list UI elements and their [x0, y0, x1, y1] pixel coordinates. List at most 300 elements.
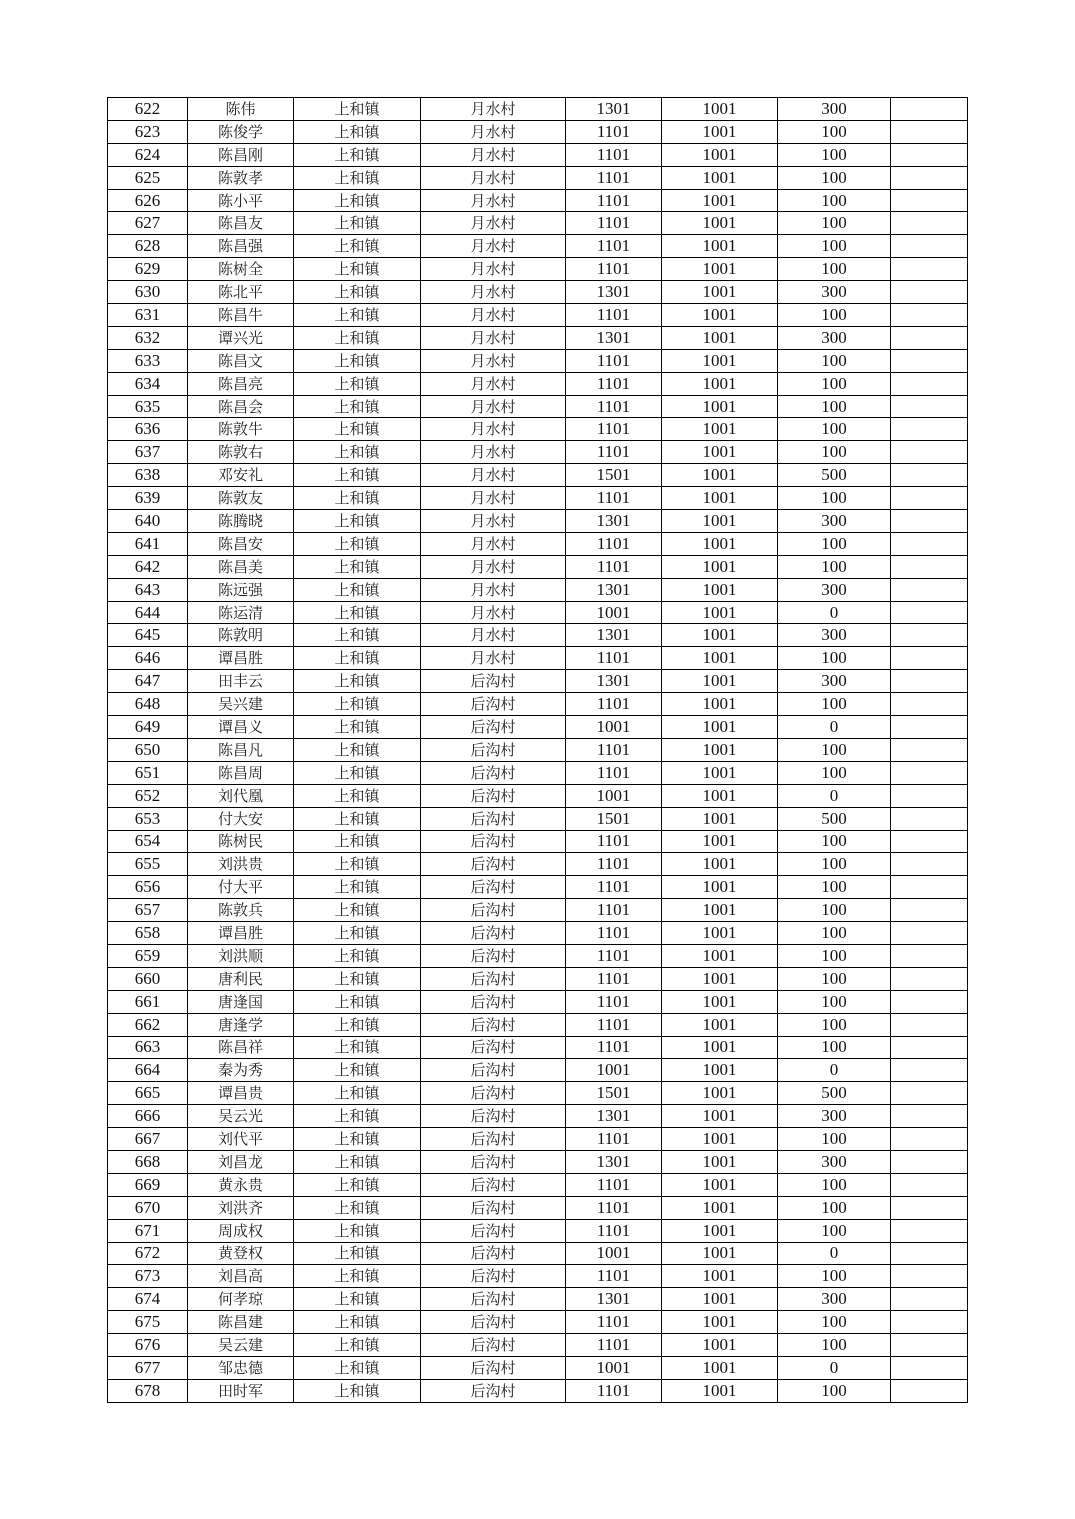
name-cell: 陈俊学 — [188, 120, 294, 143]
value-b-cell: 1001 — [662, 258, 778, 281]
row-number-cell: 647 — [108, 670, 188, 693]
remark-cell — [891, 189, 968, 212]
name-cell: 陈敦友 — [188, 487, 294, 510]
village-cell: 后沟村 — [421, 1036, 566, 1059]
row-number-cell: 662 — [108, 1013, 188, 1036]
table-row — [108, 784, 968, 807]
value-b-cell: 1001 — [662, 235, 778, 258]
difference-cell: 500 — [778, 1082, 891, 1105]
difference-cell: 100 — [778, 944, 891, 967]
remark-cell — [891, 1105, 968, 1128]
table-row — [108, 693, 968, 716]
table-row — [108, 555, 968, 578]
table-row — [108, 1334, 968, 1357]
row-number-cell: 627 — [108, 212, 188, 235]
difference-cell: 100 — [778, 189, 891, 212]
value-a-cell: 1001 — [566, 784, 662, 807]
name-cell: 陈昌美 — [188, 555, 294, 578]
name-cell: 何孝琼 — [188, 1288, 294, 1311]
value-a-cell: 1101 — [566, 1196, 662, 1219]
difference-cell: 100 — [778, 761, 891, 784]
name-cell: 陈敦右 — [188, 441, 294, 464]
value-a-cell: 1101 — [566, 555, 662, 578]
value-b-cell: 1001 — [662, 1334, 778, 1357]
remark-cell — [891, 326, 968, 349]
value-a-cell: 1301 — [566, 326, 662, 349]
name-cell: 陈伟 — [188, 98, 294, 121]
village-cell: 后沟村 — [421, 761, 566, 784]
remark-cell — [891, 258, 968, 281]
remark-cell — [891, 120, 968, 143]
row-number-cell: 668 — [108, 1150, 188, 1173]
value-b-cell: 1001 — [662, 967, 778, 990]
value-b-cell: 1001 — [662, 990, 778, 1013]
value-b-cell: 1001 — [662, 1311, 778, 1334]
name-cell: 陈运清 — [188, 601, 294, 624]
table-row — [108, 395, 968, 418]
remark-cell — [891, 555, 968, 578]
difference-cell: 300 — [778, 510, 891, 533]
table-row — [108, 418, 968, 441]
table-row — [108, 647, 968, 670]
table-row — [108, 281, 968, 304]
village-cell: 后沟村 — [421, 807, 566, 830]
town-cell: 上和镇 — [294, 1173, 421, 1196]
town-cell: 上和镇 — [294, 532, 421, 555]
name-cell: 刘洪顺 — [188, 944, 294, 967]
table-row — [108, 761, 968, 784]
village-cell: 月水村 — [421, 578, 566, 601]
value-a-cell: 1101 — [566, 372, 662, 395]
table-row — [108, 1196, 968, 1219]
value-a-cell: 1501 — [566, 807, 662, 830]
difference-cell: 100 — [778, 349, 891, 372]
name-cell: 刘昌龙 — [188, 1150, 294, 1173]
value-a-cell: 1101 — [566, 189, 662, 212]
row-number-cell: 670 — [108, 1196, 188, 1219]
name-cell: 谭昌胜 — [188, 922, 294, 945]
remark-cell — [891, 693, 968, 716]
row-number-cell: 650 — [108, 738, 188, 761]
village-cell: 后沟村 — [421, 944, 566, 967]
row-number-cell: 648 — [108, 693, 188, 716]
name-cell: 陈敦兵 — [188, 899, 294, 922]
value-a-cell: 1301 — [566, 281, 662, 304]
name-cell: 陈昌文 — [188, 349, 294, 372]
village-cell: 月水村 — [421, 624, 566, 647]
name-cell: 陈昌刚 — [188, 143, 294, 166]
row-number-cell: 651 — [108, 761, 188, 784]
remark-cell — [891, 967, 968, 990]
difference-cell: 100 — [778, 372, 891, 395]
difference-cell: 0 — [778, 784, 891, 807]
difference-cell: 0 — [778, 1059, 891, 1082]
row-number-cell: 634 — [108, 372, 188, 395]
value-b-cell: 1001 — [662, 1013, 778, 1036]
value-a-cell: 1101 — [566, 876, 662, 899]
remark-cell — [891, 601, 968, 624]
row-number-cell: 671 — [108, 1219, 188, 1242]
town-cell: 上和镇 — [294, 281, 421, 304]
village-cell: 后沟村 — [421, 738, 566, 761]
row-number-cell: 660 — [108, 967, 188, 990]
value-a-cell: 1101 — [566, 647, 662, 670]
table-row — [108, 1059, 968, 1082]
town-cell: 上和镇 — [294, 1128, 421, 1151]
difference-cell: 500 — [778, 807, 891, 830]
value-b-cell: 1001 — [662, 761, 778, 784]
value-b-cell: 1001 — [662, 1379, 778, 1402]
town-cell: 上和镇 — [294, 693, 421, 716]
value-a-cell: 1101 — [566, 1173, 662, 1196]
difference-cell: 100 — [778, 899, 891, 922]
value-b-cell: 1001 — [662, 1288, 778, 1311]
table-row — [108, 143, 968, 166]
town-cell: 上和镇 — [294, 189, 421, 212]
table-row — [108, 944, 968, 967]
row-number-cell: 673 — [108, 1265, 188, 1288]
remark-cell — [891, 830, 968, 853]
value-a-cell: 1101 — [566, 693, 662, 716]
row-number-cell: 659 — [108, 944, 188, 967]
town-cell: 上和镇 — [294, 326, 421, 349]
town-cell: 上和镇 — [294, 510, 421, 533]
table-body — [108, 98, 968, 1403]
row-number-cell: 642 — [108, 555, 188, 578]
row-number-cell: 657 — [108, 899, 188, 922]
table-row — [108, 1356, 968, 1379]
town-cell: 上和镇 — [294, 784, 421, 807]
remark-cell — [891, 624, 968, 647]
table-row — [108, 189, 968, 212]
village-cell: 后沟村 — [421, 693, 566, 716]
name-cell: 唐利民 — [188, 967, 294, 990]
name-cell: 田丰云 — [188, 670, 294, 693]
value-a-cell: 1101 — [566, 418, 662, 441]
value-b-cell: 1001 — [662, 349, 778, 372]
value-b-cell: 1001 — [662, 922, 778, 945]
value-a-cell: 1101 — [566, 532, 662, 555]
value-a-cell: 1101 — [566, 830, 662, 853]
village-cell: 月水村 — [421, 212, 566, 235]
difference-cell: 100 — [778, 1128, 891, 1151]
value-b-cell: 1001 — [662, 487, 778, 510]
town-cell: 上和镇 — [294, 1219, 421, 1242]
name-cell: 吴兴建 — [188, 693, 294, 716]
row-number-cell: 643 — [108, 578, 188, 601]
remark-cell — [891, 1356, 968, 1379]
table-row — [108, 876, 968, 899]
table-row — [108, 510, 968, 533]
village-cell: 月水村 — [421, 326, 566, 349]
town-cell: 上和镇 — [294, 212, 421, 235]
village-cell: 后沟村 — [421, 1334, 566, 1357]
town-cell: 上和镇 — [294, 670, 421, 693]
value-a-cell: 1101 — [566, 258, 662, 281]
remark-cell — [891, 807, 968, 830]
village-cell: 后沟村 — [421, 1311, 566, 1334]
value-b-cell: 1001 — [662, 1219, 778, 1242]
difference-cell: 100 — [778, 235, 891, 258]
village-cell: 后沟村 — [421, 899, 566, 922]
table-row — [108, 624, 968, 647]
remark-cell — [891, 1173, 968, 1196]
name-cell: 付大平 — [188, 876, 294, 899]
table-row — [108, 1128, 968, 1151]
row-number-cell: 637 — [108, 441, 188, 464]
value-a-cell: 1301 — [566, 670, 662, 693]
name-cell: 陈树全 — [188, 258, 294, 281]
difference-cell: 100 — [778, 120, 891, 143]
difference-cell: 100 — [778, 876, 891, 899]
difference-cell: 100 — [778, 990, 891, 1013]
value-b-cell: 1001 — [662, 876, 778, 899]
village-cell: 后沟村 — [421, 1173, 566, 1196]
name-cell: 陈昌凡 — [188, 738, 294, 761]
row-number-cell: 672 — [108, 1242, 188, 1265]
value-a-cell: 1301 — [566, 1150, 662, 1173]
row-number-cell: 674 — [108, 1288, 188, 1311]
village-cell: 后沟村 — [421, 1150, 566, 1173]
row-number-cell: 631 — [108, 304, 188, 327]
name-cell: 唐逢学 — [188, 1013, 294, 1036]
table-row — [108, 212, 968, 235]
town-cell: 上和镇 — [294, 1196, 421, 1219]
value-a-cell: 1501 — [566, 464, 662, 487]
value-a-cell: 1101 — [566, 349, 662, 372]
row-number-cell: 665 — [108, 1082, 188, 1105]
village-cell: 后沟村 — [421, 1128, 566, 1151]
village-cell: 月水村 — [421, 464, 566, 487]
name-cell: 陈北平 — [188, 281, 294, 304]
village-cell: 后沟村 — [421, 1242, 566, 1265]
name-cell: 田时军 — [188, 1379, 294, 1402]
value-b-cell: 1001 — [662, 532, 778, 555]
remark-cell — [891, 281, 968, 304]
row-number-cell: 656 — [108, 876, 188, 899]
village-cell: 月水村 — [421, 372, 566, 395]
town-cell: 上和镇 — [294, 98, 421, 121]
difference-cell: 100 — [778, 258, 891, 281]
village-cell: 月水村 — [421, 258, 566, 281]
row-number-cell: 678 — [108, 1379, 188, 1402]
value-b-cell: 1001 — [662, 578, 778, 601]
table-row — [108, 349, 968, 372]
row-number-cell: 644 — [108, 601, 188, 624]
remark-cell — [891, 143, 968, 166]
difference-cell: 300 — [778, 624, 891, 647]
value-b-cell: 1001 — [662, 738, 778, 761]
row-number-cell: 628 — [108, 235, 188, 258]
remark-cell — [891, 1265, 968, 1288]
table-row — [108, 1105, 968, 1128]
row-number-cell: 663 — [108, 1036, 188, 1059]
town-cell: 上和镇 — [294, 235, 421, 258]
table-row — [108, 372, 968, 395]
remark-cell — [891, 212, 968, 235]
village-cell: 后沟村 — [421, 1288, 566, 1311]
row-number-cell: 654 — [108, 830, 188, 853]
table-row — [108, 120, 968, 143]
row-number-cell: 645 — [108, 624, 188, 647]
village-cell: 月水村 — [421, 189, 566, 212]
village-cell: 月水村 — [421, 510, 566, 533]
town-cell: 上和镇 — [294, 304, 421, 327]
value-b-cell: 1001 — [662, 418, 778, 441]
row-number-cell: 666 — [108, 1105, 188, 1128]
town-cell: 上和镇 — [294, 120, 421, 143]
village-cell: 月水村 — [421, 647, 566, 670]
town-cell: 上和镇 — [294, 1013, 421, 1036]
difference-cell: 500 — [778, 464, 891, 487]
value-b-cell: 1001 — [662, 555, 778, 578]
town-cell: 上和镇 — [294, 990, 421, 1013]
difference-cell: 100 — [778, 1036, 891, 1059]
table-row — [108, 98, 968, 121]
name-cell: 陈昌祥 — [188, 1036, 294, 1059]
value-a-cell: 1101 — [566, 304, 662, 327]
difference-cell: 300 — [778, 670, 891, 693]
town-cell: 上和镇 — [294, 624, 421, 647]
remark-cell — [891, 716, 968, 739]
remark-cell — [891, 922, 968, 945]
value-a-cell: 1301 — [566, 578, 662, 601]
village-cell: 后沟村 — [421, 784, 566, 807]
value-b-cell: 1001 — [662, 395, 778, 418]
remark-cell — [891, 853, 968, 876]
town-cell: 上和镇 — [294, 258, 421, 281]
name-cell: 吴云建 — [188, 1334, 294, 1357]
difference-cell: 100 — [778, 922, 891, 945]
village-cell: 后沟村 — [421, 1105, 566, 1128]
village-cell: 月水村 — [421, 304, 566, 327]
name-cell: 刘洪齐 — [188, 1196, 294, 1219]
value-b-cell: 1001 — [662, 1242, 778, 1265]
town-cell: 上和镇 — [294, 761, 421, 784]
difference-cell: 0 — [778, 1356, 891, 1379]
difference-cell: 300 — [778, 1288, 891, 1311]
name-cell: 陈敦孝 — [188, 166, 294, 189]
town-cell: 上和镇 — [294, 555, 421, 578]
remark-cell — [891, 647, 968, 670]
remark-cell — [891, 1288, 968, 1311]
village-cell: 后沟村 — [421, 967, 566, 990]
row-number-cell: 664 — [108, 1059, 188, 1082]
name-cell: 黄永贵 — [188, 1173, 294, 1196]
table-row — [108, 258, 968, 281]
remark-cell — [891, 784, 968, 807]
village-cell: 后沟村 — [421, 1356, 566, 1379]
remark-cell — [891, 944, 968, 967]
row-number-cell: 632 — [108, 326, 188, 349]
remark-cell — [891, 670, 968, 693]
value-a-cell: 1101 — [566, 922, 662, 945]
table-row — [108, 1265, 968, 1288]
village-cell: 月水村 — [421, 166, 566, 189]
remark-cell — [891, 1150, 968, 1173]
value-b-cell: 1001 — [662, 807, 778, 830]
value-a-cell: 1101 — [566, 944, 662, 967]
remark-cell — [891, 1196, 968, 1219]
difference-cell: 100 — [778, 1334, 891, 1357]
name-cell: 周成权 — [188, 1219, 294, 1242]
value-b-cell: 1001 — [662, 143, 778, 166]
table-row — [108, 967, 968, 990]
difference-cell: 100 — [778, 738, 891, 761]
remark-cell — [891, 395, 968, 418]
remark-cell — [891, 487, 968, 510]
town-cell: 上和镇 — [294, 349, 421, 372]
name-cell: 付大安 — [188, 807, 294, 830]
remark-cell — [891, 899, 968, 922]
remark-cell — [891, 304, 968, 327]
row-number-cell: 625 — [108, 166, 188, 189]
difference-cell: 100 — [778, 1219, 891, 1242]
row-number-cell: 667 — [108, 1128, 188, 1151]
remark-cell — [891, 1379, 968, 1402]
difference-cell: 100 — [778, 1379, 891, 1402]
value-a-cell: 1501 — [566, 1082, 662, 1105]
value-a-cell: 1001 — [566, 1356, 662, 1379]
row-number-cell: 652 — [108, 784, 188, 807]
name-cell: 陈腾晓 — [188, 510, 294, 533]
table-row — [108, 304, 968, 327]
village-cell: 月水村 — [421, 441, 566, 464]
town-cell: 上和镇 — [294, 464, 421, 487]
table-row — [108, 601, 968, 624]
value-a-cell: 1101 — [566, 1219, 662, 1242]
remark-cell — [891, 532, 968, 555]
remark-cell — [891, 510, 968, 533]
value-a-cell: 1101 — [566, 1379, 662, 1402]
value-a-cell: 1101 — [566, 1334, 662, 1357]
town-cell: 上和镇 — [294, 418, 421, 441]
value-a-cell: 1301 — [566, 624, 662, 647]
difference-cell: 100 — [778, 1311, 891, 1334]
town-cell: 上和镇 — [294, 1311, 421, 1334]
village-cell: 后沟村 — [421, 1196, 566, 1219]
value-a-cell: 1101 — [566, 899, 662, 922]
name-cell: 谭昌义 — [188, 716, 294, 739]
difference-cell: 100 — [778, 693, 891, 716]
value-a-cell: 1101 — [566, 235, 662, 258]
table-row — [108, 922, 968, 945]
value-b-cell: 1001 — [662, 1128, 778, 1151]
remark-cell — [891, 876, 968, 899]
name-cell: 刘代平 — [188, 1128, 294, 1151]
town-cell: 上和镇 — [294, 143, 421, 166]
value-a-cell: 1101 — [566, 1128, 662, 1151]
value-a-cell: 1101 — [566, 441, 662, 464]
town-cell: 上和镇 — [294, 1242, 421, 1265]
value-b-cell: 1001 — [662, 1196, 778, 1219]
value-a-cell: 1101 — [566, 1311, 662, 1334]
value-b-cell: 1001 — [662, 1105, 778, 1128]
town-cell: 上和镇 — [294, 922, 421, 945]
town-cell: 上和镇 — [294, 876, 421, 899]
row-number-cell: 641 — [108, 532, 188, 555]
name-cell: 吴云光 — [188, 1105, 294, 1128]
value-b-cell: 1001 — [662, 464, 778, 487]
town-cell: 上和镇 — [294, 899, 421, 922]
town-cell: 上和镇 — [294, 1356, 421, 1379]
name-cell: 陈敦明 — [188, 624, 294, 647]
row-number-cell: 640 — [108, 510, 188, 533]
value-a-cell: 1101 — [566, 487, 662, 510]
village-cell: 后沟村 — [421, 1265, 566, 1288]
remark-cell — [891, 1036, 968, 1059]
remark-cell — [891, 1082, 968, 1105]
